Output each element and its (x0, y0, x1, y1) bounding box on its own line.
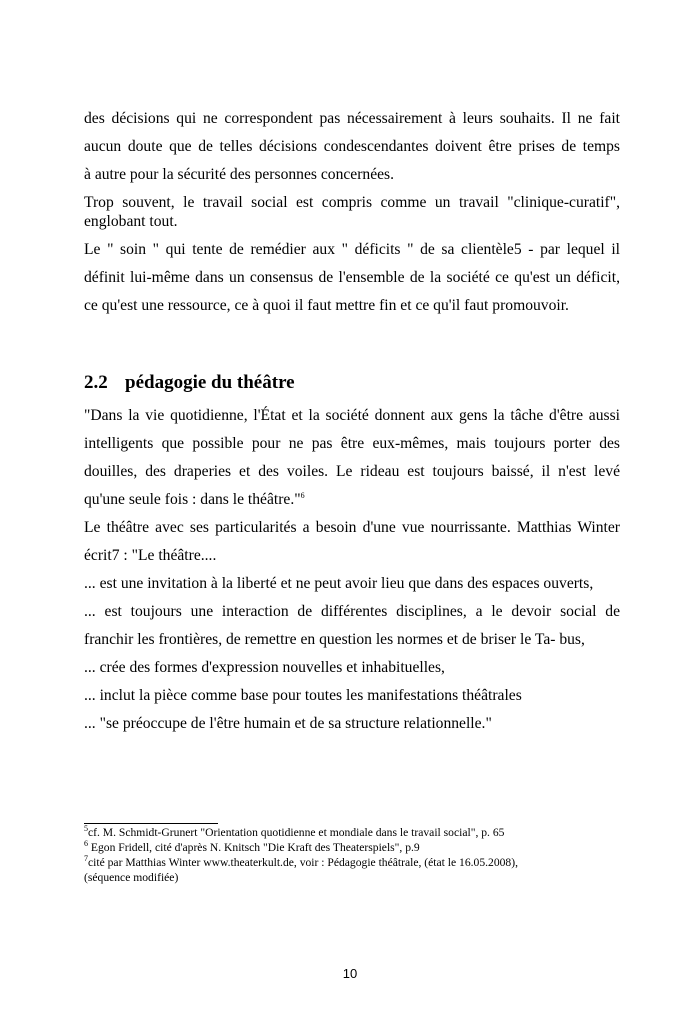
paragraph-4-line-1: Le théâtre avec ses particularités a besoin d'une vue nourrissante. Matthias Winter (84, 519, 620, 536)
footnote-7-text: cité par Matthias Winter www.theaterkult.de, voir : Pédagogie théâtrale, (état le 16.05.2008), (88, 856, 518, 869)
footnote-7 (84, 856, 518, 870)
footnote-5-text: cf. M. Schmidt-Grunert "Orientation quotidienne et mondiale dans le travail social", p. 65 (88, 826, 505, 839)
list-line-2: ... est toujours une interaction de différentes disciplines, a le devoir social de (84, 603, 620, 620)
quote-line-3: douilles, des draperies et des voiles. Le rideau est toujours baissé, il n'est levé (84, 463, 620, 480)
quote-line-4-text: qu'une seule fois : dans le théâtre." (84, 491, 301, 508)
footnote-6-mark: 6 (84, 839, 88, 849)
footnote-7-mark: 7 (84, 854, 88, 864)
footnote-5-mark: 5 (84, 824, 88, 834)
quote-line-4 (84, 490, 620, 510)
quote-line-2: intelligents que possible pour ne pas être eux-mêmes, mais toujours porter des (84, 435, 620, 452)
list-line-4: ... crée des formes d'expression nouvelles et inhabituelles, (84, 659, 445, 676)
paragraph-1-line-1: des décisions qui ne correspondent pas nécessairement à leurs souhaits. Il ne fait (84, 110, 620, 127)
quote-line-1: "Dans la vie quotidienne, l'État et la société donnent aux gens la tâche d'être aussi (84, 407, 620, 424)
section-title: pédagogie du théâtre (125, 372, 295, 393)
section-number: 2.2 (84, 372, 108, 393)
footnote-7-continued (84, 871, 178, 885)
paragraph-2-line-2: englobant tout. (84, 213, 178, 230)
footnote-6 (84, 841, 420, 855)
page-number: 10 (342, 966, 358, 981)
footnote-5 (84, 826, 504, 840)
paragraph-3-line-3: ce qu'est une ressource, ce à quoi il faut mettre fin et ce qu'il faut promouvoir. (84, 297, 569, 314)
list-line-6: ... "se préoccupe de l'être humain et de sa structure relationnelle." (84, 715, 492, 732)
list-line-3: franchir les frontières, de remettre en question les normes et de briser le Ta- bus, (84, 631, 585, 648)
footnote-ref-6: 6 (300, 490, 305, 500)
paragraph-3-line-1: Le " soin " qui tente de remédier aux " déficits " de sa clientèle5 - par lequel il (84, 241, 620, 258)
footnote-6-text: Egon Fridell, cité d'après N. Knitsch "Die Kraft des Theaterspiels", p.9 (88, 841, 420, 854)
paragraph-4-line-2: écrit7 : "Le théâtre.... (84, 547, 217, 564)
footnote-7-continued-text: (séquence modifiée) (84, 871, 179, 884)
paragraph-2-line-1: Trop souvent, le travail social est compris comme un travail "clinique-curatif", (84, 194, 620, 211)
paragraph-3-line-2: définit lui-même dans un consensus de l'ensemble de la société ce qu'est un déficit, (84, 269, 620, 286)
section-heading (84, 372, 295, 394)
list-line-5: ... inclut la pièce comme base pour toutes les manifestations théâtrales (84, 687, 522, 704)
paragraph-1-line-2: aucun doute que de telles décisions condescendantes doivent être prises de temps (84, 138, 620, 155)
footnote-separator (84, 823, 218, 824)
list-line-1: ... est une invitation à la liberté et ne peut avoir lieu que dans des espaces ouverts, (84, 575, 594, 592)
paragraph-1-line-3: à autre pour la sécurité des personnes concernées. (84, 166, 395, 183)
